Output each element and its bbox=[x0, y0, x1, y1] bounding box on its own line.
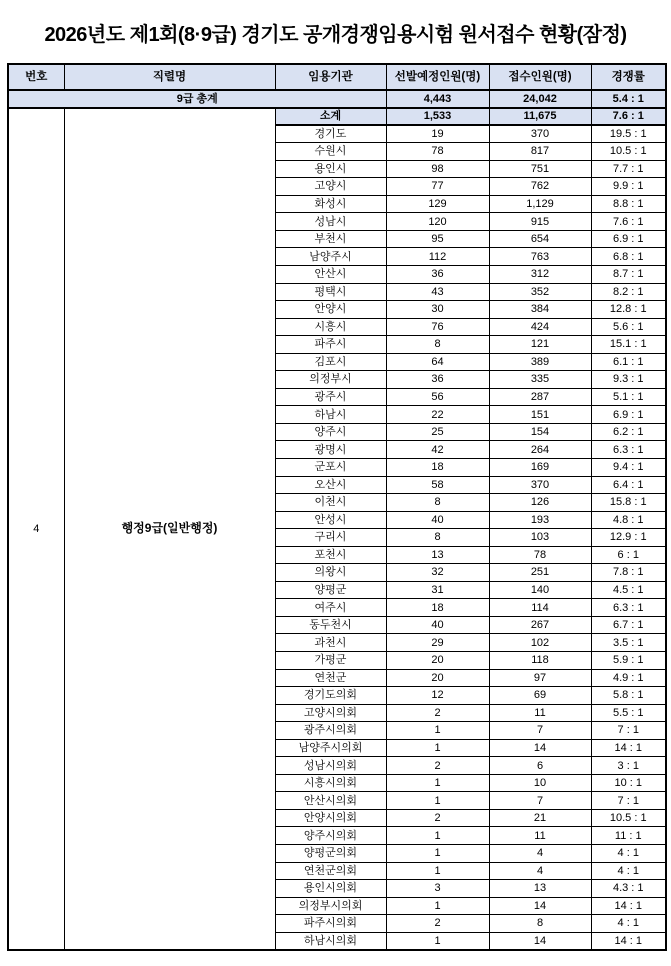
planned-count-cell: 1 bbox=[386, 792, 489, 810]
applicant-count-cell: 97 bbox=[489, 669, 591, 687]
planned-count-cell: 8 bbox=[386, 529, 489, 547]
agency-cell: 남양주시 bbox=[275, 248, 386, 266]
applicant-count-cell: 287 bbox=[489, 388, 591, 406]
applicant-count-cell: 4 bbox=[489, 845, 591, 863]
competition-ratio-cell: 5.6 : 1 bbox=[591, 318, 666, 336]
planned-count-cell: 1 bbox=[386, 862, 489, 880]
agency-cell: 안양시 bbox=[275, 301, 386, 319]
applicant-count-cell: 915 bbox=[489, 213, 591, 231]
competition-ratio-cell: 6.9 : 1 bbox=[591, 230, 666, 248]
agency-cell: 과천시 bbox=[275, 634, 386, 652]
competition-ratio-cell: 6.2 : 1 bbox=[591, 423, 666, 441]
competition-ratio-cell: 5.9 : 1 bbox=[591, 652, 666, 670]
applicant-count-cell: 6 bbox=[489, 757, 591, 775]
applicant-count-cell: 151 bbox=[489, 406, 591, 424]
agency-cell: 용인시 bbox=[275, 160, 386, 178]
subtotal-ratio: 7.6 : 1 bbox=[591, 108, 666, 126]
applicant-count-cell: 8 bbox=[489, 915, 591, 933]
agency-cell: 광주시의회 bbox=[275, 722, 386, 740]
agency-cell: 가평군 bbox=[275, 652, 386, 670]
subtotal-applicants: 11,675 bbox=[489, 108, 591, 126]
planned-count-cell: 2 bbox=[386, 704, 489, 722]
competition-ratio-cell: 6 : 1 bbox=[591, 546, 666, 564]
planned-count-cell: 1 bbox=[386, 932, 489, 950]
applicant-count-cell: 103 bbox=[489, 529, 591, 547]
applicant-count-cell: 424 bbox=[489, 318, 591, 336]
competition-ratio-cell: 19.5 : 1 bbox=[591, 125, 666, 143]
planned-count-cell: 30 bbox=[386, 301, 489, 319]
competition-ratio-cell: 15.8 : 1 bbox=[591, 494, 666, 512]
applicant-count-cell: 102 bbox=[489, 634, 591, 652]
planned-count-cell: 1 bbox=[386, 827, 489, 845]
agency-cell: 의정부시 bbox=[275, 371, 386, 389]
application-status-table bbox=[7, 63, 667, 951]
agency-cell: 김포시 bbox=[275, 353, 386, 371]
agency-cell: 포천시 bbox=[275, 546, 386, 564]
applicant-count-cell: 69 bbox=[489, 687, 591, 705]
agency-cell: 광주시 bbox=[275, 388, 386, 406]
planned-count-cell: 32 bbox=[386, 564, 489, 582]
planned-count-cell: 1 bbox=[386, 774, 489, 792]
competition-ratio-cell: 4.8 : 1 bbox=[591, 511, 666, 529]
agency-cell: 양주시 bbox=[275, 423, 386, 441]
planned-count-cell: 2 bbox=[386, 809, 489, 827]
competition-ratio-cell: 10.5 : 1 bbox=[591, 143, 666, 161]
agency-cell: 안성시 bbox=[275, 511, 386, 529]
agency-cell: 용인시의회 bbox=[275, 880, 386, 898]
header-row bbox=[8, 64, 666, 90]
agency-cell: 파주시 bbox=[275, 336, 386, 354]
agency-cell: 경기도 bbox=[275, 125, 386, 143]
grand-total-planned: 4,443 bbox=[386, 90, 489, 108]
competition-ratio-cell: 7.6 : 1 bbox=[591, 213, 666, 231]
applicant-count-cell: 118 bbox=[489, 652, 591, 670]
competition-ratio-cell: 4 : 1 bbox=[591, 862, 666, 880]
grand-total-ratio: 5.4 : 1 bbox=[591, 90, 666, 108]
applicant-count-cell: 267 bbox=[489, 616, 591, 634]
agency-cell: 수원시 bbox=[275, 143, 386, 161]
planned-count-cell: 8 bbox=[386, 336, 489, 354]
agency-cell: 양평군의회 bbox=[275, 845, 386, 863]
competition-ratio-cell: 4 : 1 bbox=[591, 845, 666, 863]
grand-total-label: 9급 총계 bbox=[8, 90, 386, 108]
agency-cell: 양주시의회 bbox=[275, 827, 386, 845]
agency-cell: 경기도의회 bbox=[275, 687, 386, 705]
grand-total-row bbox=[8, 90, 666, 108]
applicant-count-cell: 762 bbox=[489, 178, 591, 196]
planned-count-cell: 77 bbox=[386, 178, 489, 196]
agency-cell: 화성시 bbox=[275, 195, 386, 213]
page-title: 2026년도 제1회(8·9급) 경기도 공개경쟁임용시험 원서접수 현황(잠정) bbox=[44, 24, 627, 46]
planned-count-cell: 120 bbox=[386, 213, 489, 231]
applicant-count-cell: 14 bbox=[489, 739, 591, 757]
applicant-count-cell: 126 bbox=[489, 494, 591, 512]
agency-cell: 남양주시의회 bbox=[275, 739, 386, 757]
agency-cell: 시흥시의회 bbox=[275, 774, 386, 792]
agency-cell: 여주시 bbox=[275, 599, 386, 617]
applicant-count-cell: 1,129 bbox=[489, 195, 591, 213]
applicant-count-cell: 4 bbox=[489, 862, 591, 880]
applicant-count-cell: 370 bbox=[489, 476, 591, 494]
applicant-count-cell: 312 bbox=[489, 265, 591, 283]
agency-cell: 하남시의회 bbox=[275, 932, 386, 950]
agency-cell: 구리시 bbox=[275, 529, 386, 547]
agency-cell: 오산시 bbox=[275, 476, 386, 494]
competition-ratio-cell: 8.2 : 1 bbox=[591, 283, 666, 301]
competition-ratio-cell: 7 : 1 bbox=[591, 792, 666, 810]
applicant-count-cell: 654 bbox=[489, 230, 591, 248]
applicant-count-cell: 169 bbox=[489, 458, 591, 476]
applicant-count-cell: 78 bbox=[489, 546, 591, 564]
agency-cell: 부천시 bbox=[275, 230, 386, 248]
competition-ratio-cell: 5.1 : 1 bbox=[591, 388, 666, 406]
agency-cell: 성남시 bbox=[275, 213, 386, 231]
planned-count-cell: 36 bbox=[386, 265, 489, 283]
competition-ratio-cell: 5.8 : 1 bbox=[591, 687, 666, 705]
competition-ratio-cell: 10 : 1 bbox=[591, 774, 666, 792]
competition-ratio-cell: 14 : 1 bbox=[591, 932, 666, 950]
agency-cell: 안양시의회 bbox=[275, 809, 386, 827]
planned-count-cell: 42 bbox=[386, 441, 489, 459]
planned-count-cell: 1 bbox=[386, 897, 489, 915]
agency-cell: 동두천시 bbox=[275, 616, 386, 634]
applicant-count-cell: 384 bbox=[489, 301, 591, 319]
applicant-count-cell: 389 bbox=[489, 353, 591, 371]
planned-count-cell: 56 bbox=[386, 388, 489, 406]
agency-cell: 광명시 bbox=[275, 441, 386, 459]
competition-ratio-cell: 9.4 : 1 bbox=[591, 458, 666, 476]
competition-ratio-cell: 6.8 : 1 bbox=[591, 248, 666, 266]
competition-ratio-cell: 4.5 : 1 bbox=[591, 581, 666, 599]
header-applicants: 접수인원(명) bbox=[489, 64, 591, 90]
competition-ratio-cell: 6.3 : 1 bbox=[591, 599, 666, 617]
planned-count-cell: 129 bbox=[386, 195, 489, 213]
competition-ratio-cell: 12.9 : 1 bbox=[591, 529, 666, 547]
planned-count-cell: 40 bbox=[386, 511, 489, 529]
applicant-count-cell: 10 bbox=[489, 774, 591, 792]
agency-cell: 의왕시 bbox=[275, 564, 386, 582]
planned-count-cell: 43 bbox=[386, 283, 489, 301]
applicant-count-cell: 121 bbox=[489, 336, 591, 354]
planned-count-cell: 2 bbox=[386, 757, 489, 775]
planned-count-cell: 29 bbox=[386, 634, 489, 652]
agency-cell: 연천군 bbox=[275, 669, 386, 687]
applicant-count-cell: 264 bbox=[489, 441, 591, 459]
group-series-cell: 행정9급(일반행정) bbox=[64, 108, 275, 950]
competition-ratio-cell: 5.5 : 1 bbox=[591, 704, 666, 722]
planned-count-cell: 78 bbox=[386, 143, 489, 161]
planned-count-cell: 1 bbox=[386, 722, 489, 740]
planned-count-cell: 31 bbox=[386, 581, 489, 599]
applicant-count-cell: 335 bbox=[489, 371, 591, 389]
planned-count-cell: 76 bbox=[386, 318, 489, 336]
applicant-count-cell: 11 bbox=[489, 704, 591, 722]
competition-ratio-cell: 6.4 : 1 bbox=[591, 476, 666, 494]
applicant-count-cell: 193 bbox=[489, 511, 591, 529]
applicant-count-cell: 140 bbox=[489, 581, 591, 599]
competition-ratio-cell: 9.9 : 1 bbox=[591, 178, 666, 196]
planned-count-cell: 22 bbox=[386, 406, 489, 424]
applicant-count-cell: 7 bbox=[489, 792, 591, 810]
applicant-count-cell: 14 bbox=[489, 932, 591, 950]
agency-cell: 안산시의회 bbox=[275, 792, 386, 810]
planned-count-cell: 112 bbox=[386, 248, 489, 266]
subtotal-row bbox=[8, 108, 666, 126]
subtotal-planned: 1,533 bbox=[386, 108, 489, 126]
applicant-count-cell: 751 bbox=[489, 160, 591, 178]
applicant-count-cell: 14 bbox=[489, 897, 591, 915]
applicant-count-cell: 7 bbox=[489, 722, 591, 740]
agency-cell: 양평군 bbox=[275, 581, 386, 599]
competition-ratio-cell: 14 : 1 bbox=[591, 897, 666, 915]
competition-ratio-cell: 4.3 : 1 bbox=[591, 880, 666, 898]
competition-ratio-cell: 7 : 1 bbox=[591, 722, 666, 740]
agency-cell: 고양시의회 bbox=[275, 704, 386, 722]
applicant-count-cell: 154 bbox=[489, 423, 591, 441]
applicant-count-cell: 11 bbox=[489, 827, 591, 845]
agency-cell: 하남시 bbox=[275, 406, 386, 424]
applicant-count-cell: 370 bbox=[489, 125, 591, 143]
competition-ratio-cell: 9.3 : 1 bbox=[591, 371, 666, 389]
competition-ratio-cell: 8.7 : 1 bbox=[591, 265, 666, 283]
competition-ratio-cell: 10.5 : 1 bbox=[591, 809, 666, 827]
competition-ratio-cell: 6.3 : 1 bbox=[591, 441, 666, 459]
header-number: 번호 bbox=[8, 64, 64, 90]
applicant-count-cell: 352 bbox=[489, 283, 591, 301]
competition-ratio-cell: 14 : 1 bbox=[591, 739, 666, 757]
agency-cell: 군포시 bbox=[275, 458, 386, 476]
competition-ratio-cell: 12.8 : 1 bbox=[591, 301, 666, 319]
header-ratio: 경쟁률 bbox=[591, 64, 666, 90]
applicant-count-cell: 13 bbox=[489, 880, 591, 898]
subtotal-label: 소계 bbox=[275, 108, 386, 126]
competition-ratio-cell: 15.1 : 1 bbox=[591, 336, 666, 354]
planned-count-cell: 1 bbox=[386, 845, 489, 863]
competition-ratio-cell: 6.1 : 1 bbox=[591, 353, 666, 371]
applicant-count-cell: 763 bbox=[489, 248, 591, 266]
header-planned: 선발예정인원(명) bbox=[386, 64, 489, 90]
planned-count-cell: 58 bbox=[386, 476, 489, 494]
planned-count-cell: 18 bbox=[386, 599, 489, 617]
competition-ratio-cell: 3 : 1 bbox=[591, 757, 666, 775]
group-number-cell: 4 bbox=[8, 108, 64, 950]
competition-ratio-cell: 7.7 : 1 bbox=[591, 160, 666, 178]
planned-count-cell: 36 bbox=[386, 371, 489, 389]
agency-cell: 이천시 bbox=[275, 494, 386, 512]
applicant-count-cell: 114 bbox=[489, 599, 591, 617]
planned-count-cell: 1 bbox=[386, 739, 489, 757]
competition-ratio-cell: 3.5 : 1 bbox=[591, 634, 666, 652]
planned-count-cell: 8 bbox=[386, 494, 489, 512]
agency-cell: 성남시의회 bbox=[275, 757, 386, 775]
competition-ratio-cell: 11 : 1 bbox=[591, 827, 666, 845]
agency-cell: 의정부시의회 bbox=[275, 897, 386, 915]
agency-cell: 평택시 bbox=[275, 283, 386, 301]
planned-count-cell: 12 bbox=[386, 687, 489, 705]
competition-ratio-cell: 4 : 1 bbox=[591, 915, 666, 933]
planned-count-cell: 40 bbox=[386, 616, 489, 634]
grand-total-applicants: 24,042 bbox=[489, 90, 591, 108]
competition-ratio-cell: 8.8 : 1 bbox=[591, 195, 666, 213]
planned-count-cell: 95 bbox=[386, 230, 489, 248]
competition-ratio-cell: 4.9 : 1 bbox=[591, 669, 666, 687]
planned-count-cell: 2 bbox=[386, 915, 489, 933]
header-series: 직렬명 bbox=[64, 64, 275, 90]
competition-ratio-cell: 7.8 : 1 bbox=[591, 564, 666, 582]
planned-count-cell: 25 bbox=[386, 423, 489, 441]
planned-count-cell: 20 bbox=[386, 652, 489, 670]
planned-count-cell: 20 bbox=[386, 669, 489, 687]
competition-ratio-cell: 6.9 : 1 bbox=[591, 406, 666, 424]
agency-cell: 안산시 bbox=[275, 265, 386, 283]
planned-count-cell: 13 bbox=[386, 546, 489, 564]
header-agency: 임용기관 bbox=[275, 64, 386, 90]
planned-count-cell: 18 bbox=[386, 458, 489, 476]
agency-cell: 고양시 bbox=[275, 178, 386, 196]
agency-cell: 연천군의회 bbox=[275, 862, 386, 880]
agency-cell: 시흥시 bbox=[275, 318, 386, 336]
applicant-count-cell: 21 bbox=[489, 809, 591, 827]
competition-ratio-cell: 6.7 : 1 bbox=[591, 616, 666, 634]
planned-count-cell: 98 bbox=[386, 160, 489, 178]
applicant-count-cell: 251 bbox=[489, 564, 591, 582]
agency-cell: 파주시의회 bbox=[275, 915, 386, 933]
planned-count-cell: 19 bbox=[386, 125, 489, 143]
planned-count-cell: 3 bbox=[386, 880, 489, 898]
applicant-count-cell: 817 bbox=[489, 143, 591, 161]
planned-count-cell: 64 bbox=[386, 353, 489, 371]
